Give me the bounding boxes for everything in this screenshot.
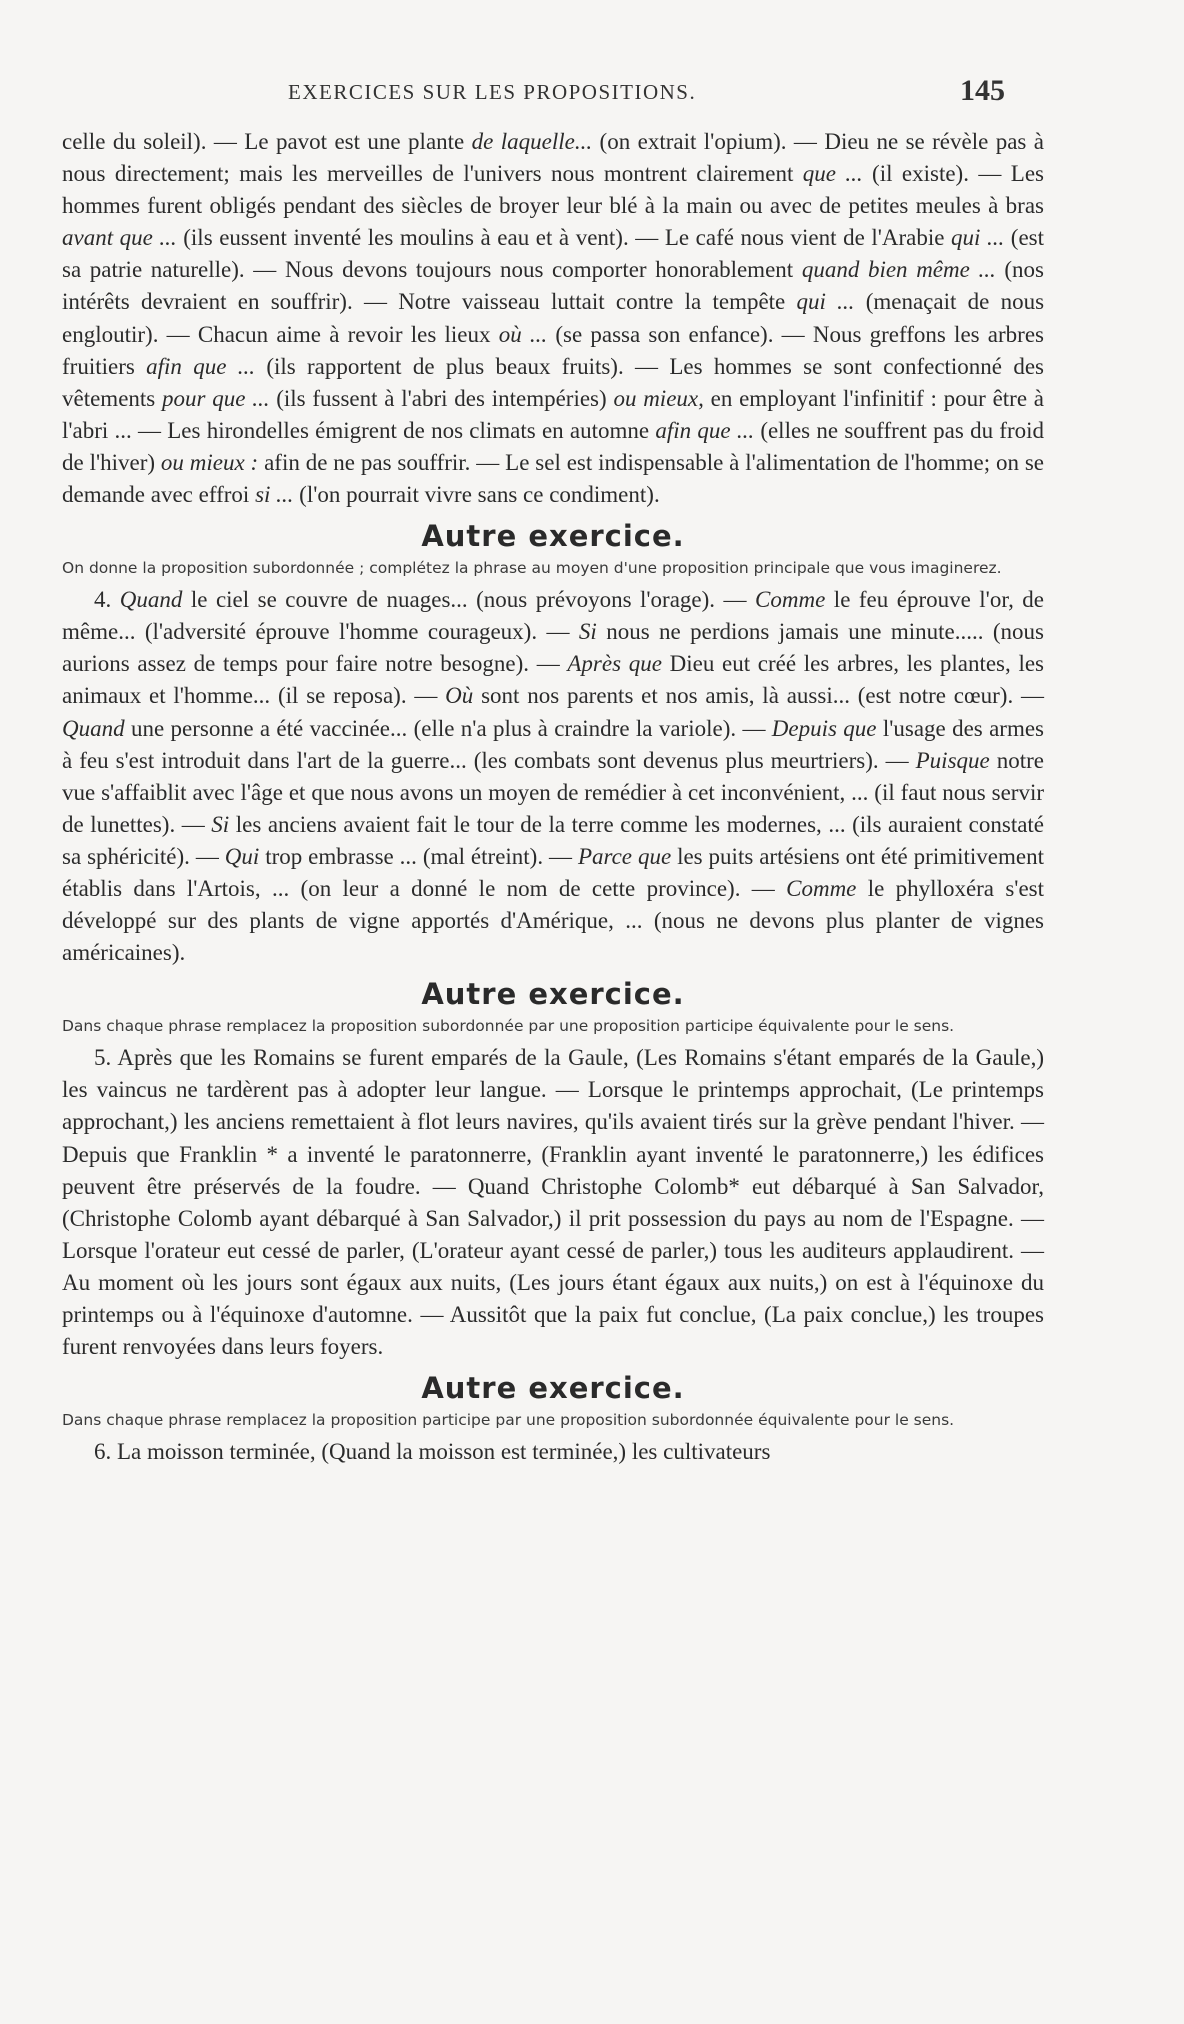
section-title-3: Autre exercice.	[421, 1371, 685, 1406]
paragraph-exercise-5: 5. Après que les Romains se furent emparés de la Gaule, (Les Romains s'étant emparés de la Gaule,) les vaincus ne tardèrent pas à adopter leur langue. — Lorsque le printemps approchait, (Le printemps approchant,) les anciens remettaient à flot leurs navires, qu'ils avaient tirés sur la grève pendant l'hiver. — Depuis que Franklin * a inventé le paratonnerre, (Franklin ayant inventé le paratonnerre,) les édifices peuvent être préservés de la foudre. — Quand Christophe Colomb* eut débarqué à San Salvador, (Christophe Colomb ayant débarqué à San Salvador,) il prit possession du pays au nom de l'Espagne. — Lorsque l'orateur eut cessé de parler, (L'orateur ayant cessé de parler,) tous les auditeurs applaudirent. — Au moment où les jours sont égaux aux nuits, (Les jours étant égaux aux nuits,) on est à l'équinoxe du printemps ou à l'équinoxe d'automne. — Aussitôt que la paix fut conclue, (La paix conclue,) les troupes furent renvoyées dans leurs foyers.	[62, 1045, 1044, 1360]
running-head: EXERCICES SUR LES PROPOSITIONS.	[288, 80, 697, 104]
section-title-1: Autre exercice.	[421, 519, 685, 554]
section-instruction-2: Dans chaque phrase remplacez la proposition subordonnée par une proposition participe équivalente pour le sens.	[62, 1017, 955, 1036]
section-title-2: Autre exercice.	[421, 977, 685, 1012]
paragraph-exercise-6: 6. La moisson terminée, (Quand la moisson est terminée,) les cultivateurs	[94, 1439, 771, 1465]
paragraph-exercise-4: 4. Quand le ciel se couvre de nuages... (nous prévoyons l'orage). — Comme le feu éprouve l'or, de même... (l'adversité éprouve l'homme courageux). — Si nous ne perdions jamais une minute..... (nous aurions assez de temps pour faire notre besogne). — Après que Dieu eut créé les arbres, les plantes, les animaux et l'homme... (il se reposa). — Où sont nos parents et nos amis, là aussi... (est notre cœur). — Quand une personne a été vaccinée... (elle n'a plus à craindre la variole). — Depuis que l'usage des armes à feu s'est introduit dans l'art de la guerre... (les combats sont devenus plus meurtriers). — Puisque notre vue s'affaiblit avec l'âge et que nous avons un moyen de remédier à cet inconvénient, ... (il faut nous servir de lunettes). — Si les anciens avaient fait le tour de la terre comme les modernes, ... (ils auraient constaté sa sphéricité). — Qui trop embrasse ... (mal étreint). — Parce que les puits artésiens ont été primitivement établis dans l'Artois, ... (on leur a donné le nom de cette province). — Comme le phylloxéra s'est développé sur des plants de vigne apportés d'Amérique, ... (nous ne devons plus planter de vignes américaines).	[62, 587, 1045, 966]
section-instruction-1: On donne la proposition subordonnée ; complétez la phrase au moyen d'une proposition principale que vous imaginerez.	[62, 559, 1002, 578]
section-instruction-3: Dans chaque phrase remplacez la proposition participe par une proposition subordonnée équivalente pour le sens.	[62, 1411, 955, 1430]
page-number: 145	[960, 74, 1005, 107]
paragraph-exercise-3-continued: celle du soleil). — Le pavot est une plante de laquelle... (on extrait l'opium). — Dieu ne se révèle pas à nous directement; mais les merveilles de l'univers nous montrent clairement que ... (il existe). — Les hommes furent obligés pendant des siècles de broyer leur blé à la main ou avec de petites meules à bras avant que ... (ils eussent inventé les moulins à eau et à vent). — Le café nous vient de l'Arabie qui ... (est sa patrie naturelle). — Nous devons toujours nous comporter honorablement quand bien même ... (nos intérêts devraient en souffrir). — Notre vaisseau luttait contre la tempête qui ... (menaçait de nous engloutir). — Chacun aime à revoir les lieux où ... (se passa son enfance). — Nous greffons les arbres fruitiers afin que ... (ils rapportent de plus beaux fruits). — Les hommes se sont confectionné des vêtements pour que ... (ils fussent à l'abri des intempéries) ou mieux, en employant l'infinitif : pour être à l'abri ... — Les hirondelles émigrent de nos climats en automne afin que ... (elles ne souffrent pas du froid de l'hiver) ou mieux : afin de ne pas souffrir. — Le sel est indispensable à l'alimentation de l'homme; on se demande avec effroi si ... (l'on pourrait vivre sans ce condiment).	[62, 129, 1045, 508]
page-body	[62, 126, 1044, 1468]
page-header	[0, 74, 1184, 114]
